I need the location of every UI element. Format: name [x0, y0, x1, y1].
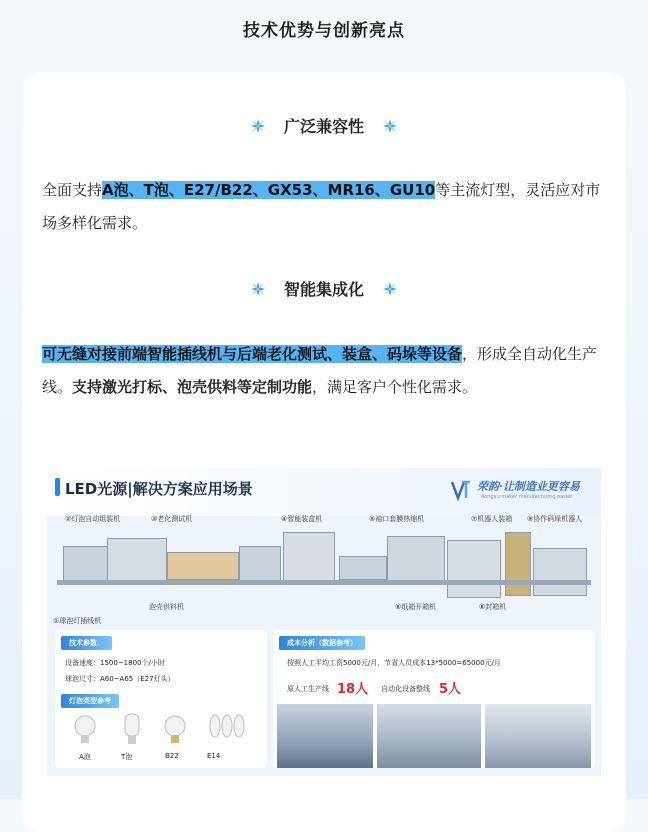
machine-label: ③老化测试机	[151, 515, 193, 523]
original-line-label: 原人工生产线	[287, 685, 329, 693]
banner-title: LED光源|解决方案应用场景	[65, 480, 253, 498]
e14-bulb-icon	[210, 715, 244, 737]
machine-illustration	[533, 548, 587, 596]
bulb-types-pill: 灯泡类型参考	[61, 694, 119, 708]
factory-photo	[485, 704, 591, 768]
automated-line-label: 自动化设备整线	[381, 685, 430, 693]
solution-banner-image	[47, 468, 601, 776]
tech-params-pill: 技术参数：	[61, 636, 112, 650]
sparkle-icon	[382, 118, 398, 134]
bulb-type-label: B22	[165, 752, 179, 760]
section-heading-text: 智能集成化	[283, 280, 364, 299]
machine-label: ⑦机器人装箱	[471, 515, 513, 523]
highlight-text: 可无缝对接前端智能插线机与后端老化测试、装盒、码垛等设备	[42, 345, 463, 363]
machine-label: ⑨协作码垛机器人	[527, 515, 583, 523]
machine-label: ⑧封箱机	[479, 603, 507, 611]
text-span: 全面支持	[42, 181, 103, 199]
highlight-text: A泡、T泡、E27/B22、GX53、MR16、GU10	[102, 181, 436, 199]
b22-bulb-icon	[165, 716, 185, 743]
bulb-type-label: A泡	[79, 753, 91, 761]
text-span: ，满足客户个性化需求。	[312, 378, 478, 396]
sparkle-icon	[250, 118, 266, 134]
robot-arm-illustration	[505, 532, 531, 596]
machine-illustration	[63, 546, 109, 584]
machine-illustration	[447, 540, 501, 598]
conveyor-line	[57, 580, 591, 585]
machine-label: ①球泡灯插线机	[53, 617, 102, 625]
machine-illustration	[387, 536, 445, 582]
machine-illustration	[283, 532, 335, 584]
original-line-value: 18人	[337, 682, 369, 697]
machine-illustration	[107, 538, 167, 582]
automated-line-value: 5人	[439, 682, 462, 697]
company-logo-icon	[449, 478, 473, 502]
text-span: ，形成全自动化生产线。	[42, 345, 598, 396]
cost-analysis-text: 按照人工平均工资5000元/月，节省人员成本13*5000=65000元/月	[287, 659, 501, 667]
logo-subtext: Rongyu maker manufacturing easier	[481, 494, 573, 500]
bulb-type-label: E14	[207, 752, 221, 760]
tech-size-text: 球泡尺寸：A60~A65（E27灯头）	[65, 675, 175, 683]
section-heading-compatibility	[0, 114, 648, 137]
machine-label: ⑥纸箱开箱机	[395, 603, 437, 611]
machine-label: ④智能装盒机	[281, 515, 323, 523]
tech-speed-text: 设备速度：1500~1800个/小时	[65, 659, 165, 667]
title-accent-bar	[55, 478, 60, 496]
logo-text: 荣韵·让制造业更容易	[477, 480, 580, 493]
bulb-illustrations	[73, 712, 253, 752]
section2-paragraph	[42, 338, 608, 404]
t-bulb-icon	[125, 714, 139, 744]
machine-illustration	[239, 546, 281, 582]
machine-label: 泡壳供料机	[149, 603, 184, 611]
text-span: 等主流灯型，灵活应对市场多样化需求。	[42, 181, 601, 232]
a-bulb-icon	[75, 716, 95, 743]
section-heading-integration	[0, 277, 648, 300]
page-title: 技术优势与创新亮点	[243, 21, 405, 41]
section1-paragraph	[42, 174, 608, 240]
sparkle-icon	[250, 281, 266, 297]
bold-text: 支持激光打标、泡壳供料等定制功能	[72, 378, 313, 396]
machine-illustration	[167, 552, 239, 580]
machine-illustration	[339, 556, 387, 580]
machine-label: ⑤袖口套膜热缩机	[369, 515, 425, 523]
section-heading-text: 广泛兼容性	[283, 117, 364, 136]
bulb-type-label: T泡	[121, 753, 133, 761]
cost-analysis-pill: 成本分析（数据参考）	[279, 636, 365, 650]
machine-label: ②灯泡自动组装机	[65, 515, 121, 523]
sparkle-icon	[382, 281, 398, 297]
factory-photo	[277, 704, 373, 768]
factory-photo	[377, 704, 481, 768]
